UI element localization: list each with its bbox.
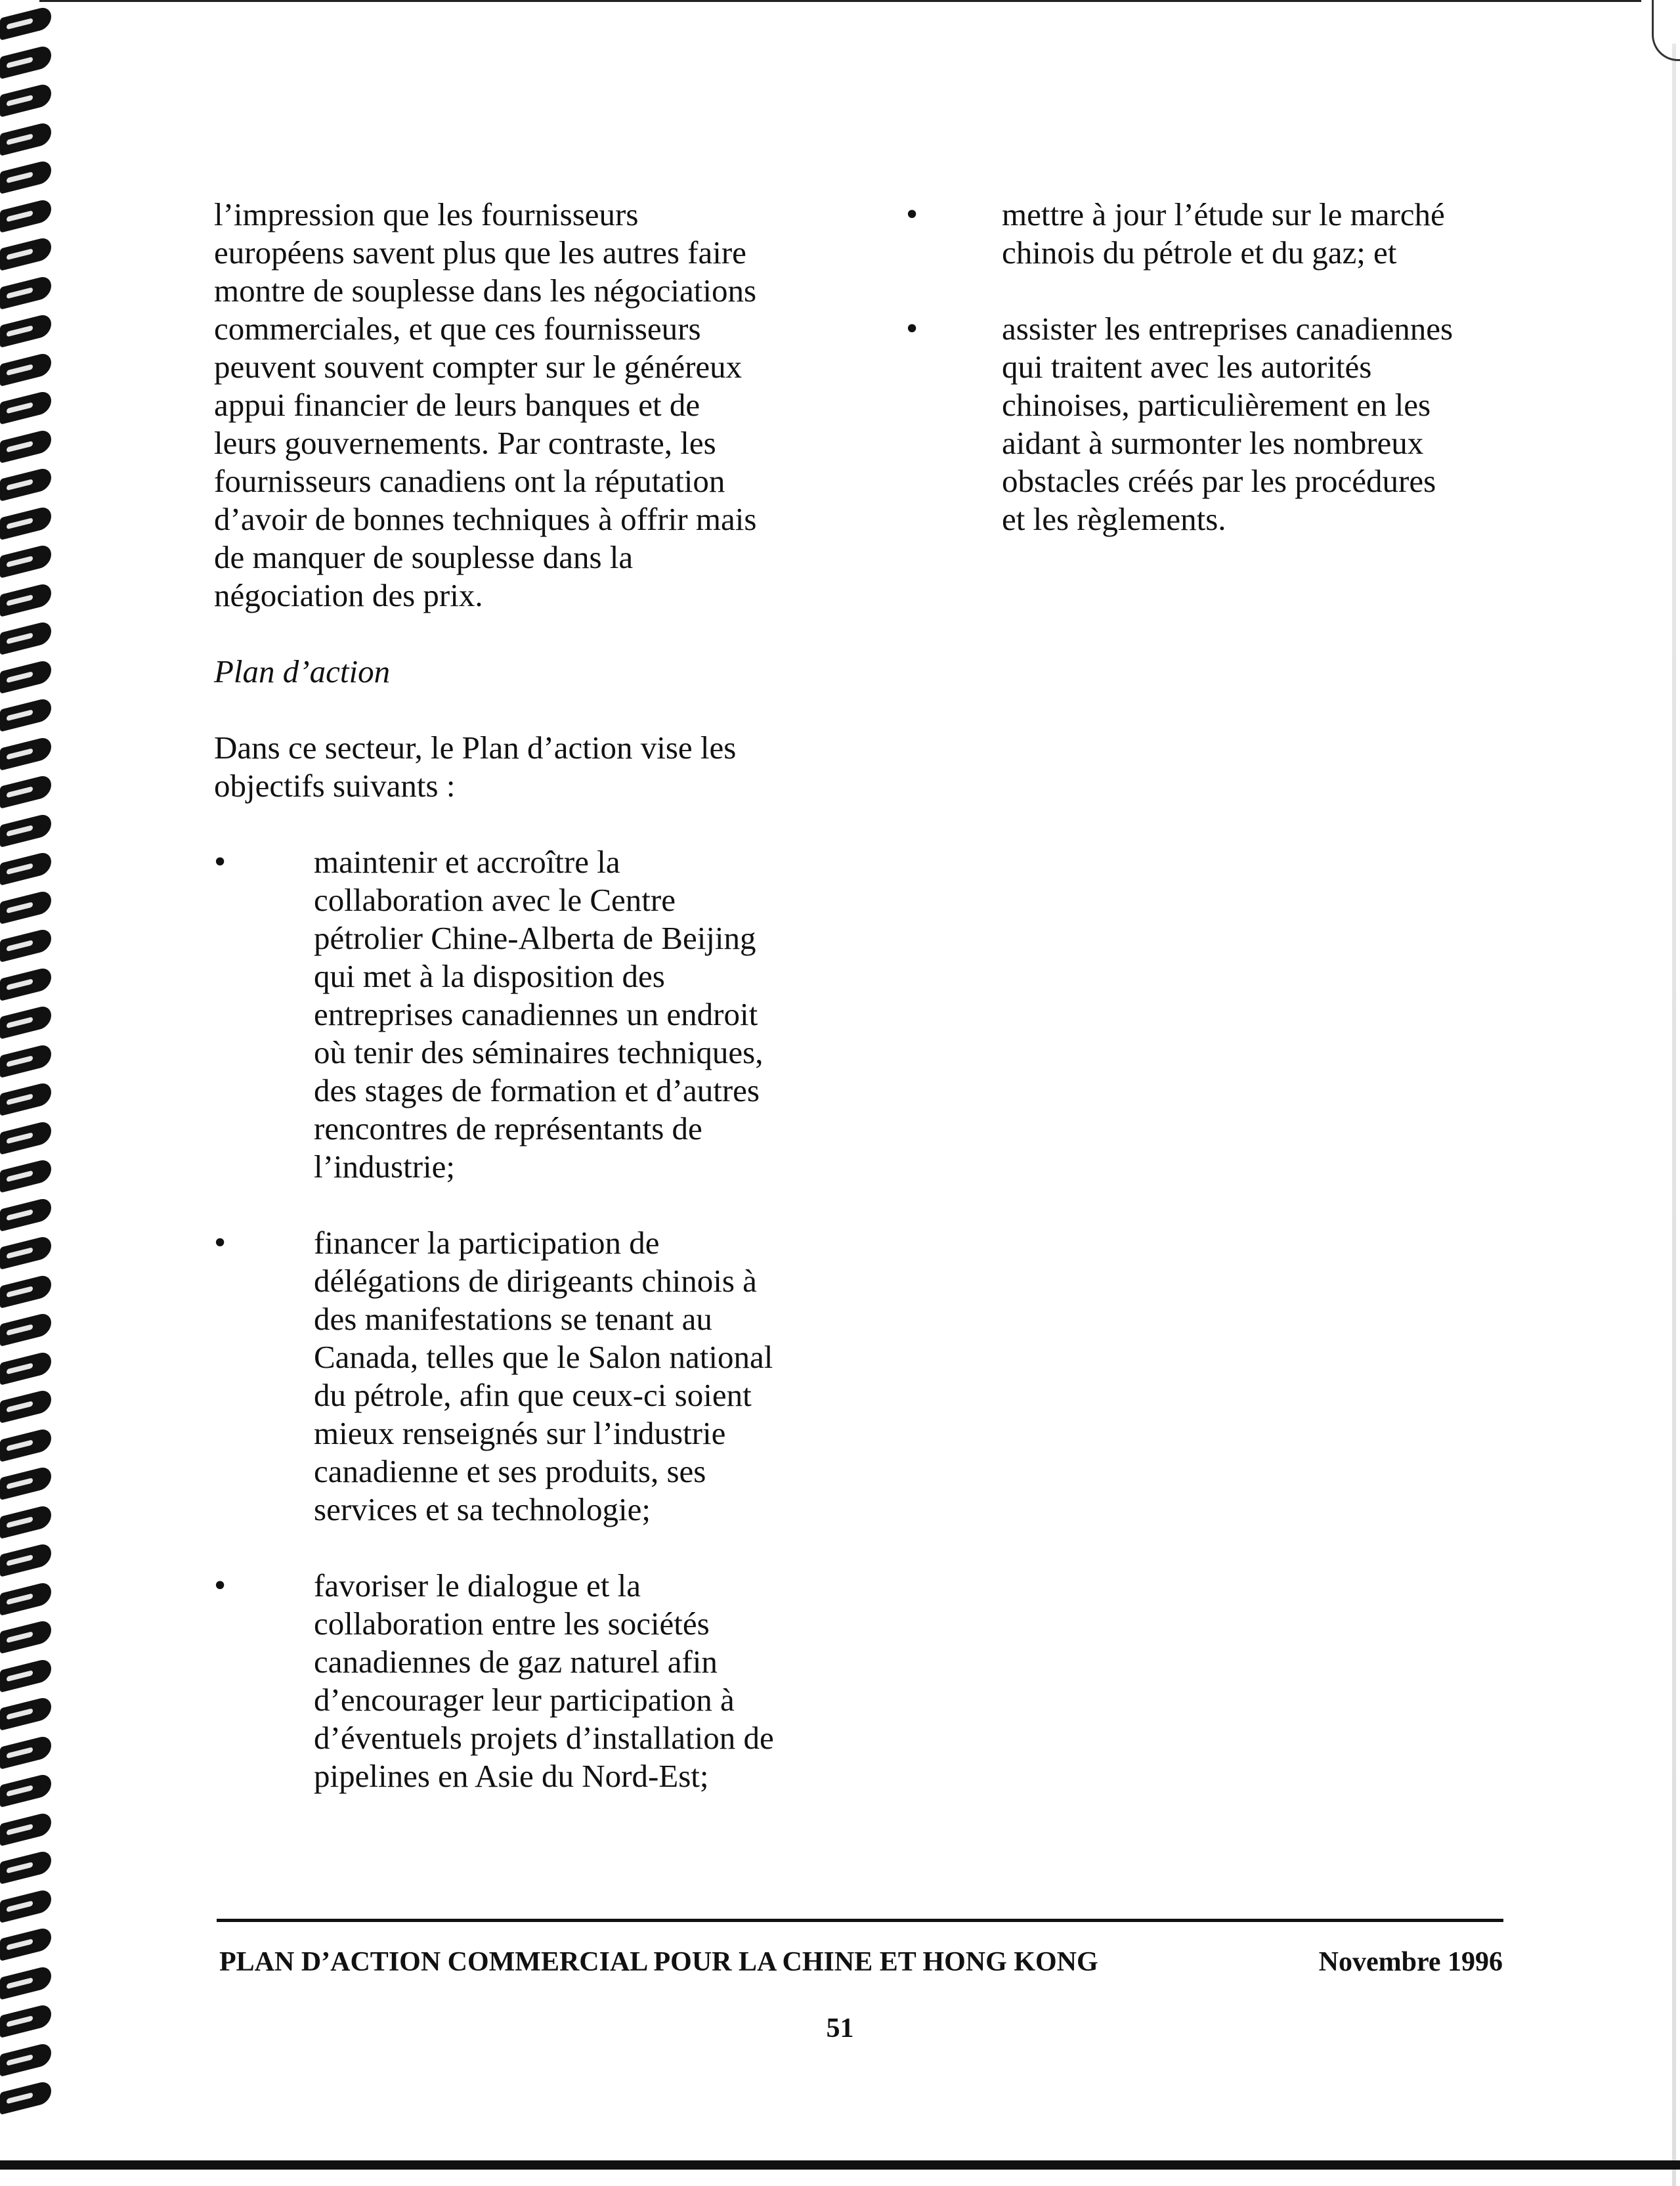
binding-ring	[0, 82, 51, 117]
binding-ring	[0, 1772, 51, 1807]
objectives-intro: Dans ce secteur, le Plan d’action vise les objectifs suivants :	[214, 730, 737, 804]
binding-ring	[0, 159, 51, 194]
binding-ring	[0, 1350, 51, 1385]
binding-ring	[0, 1734, 51, 1769]
binding-ring	[0, 889, 51, 924]
page-number: 51	[826, 2013, 854, 2044]
scan-bottom-edge	[0, 2160, 1680, 2170]
binding-ring	[0, 1695, 51, 1730]
bullet-icon: •	[214, 1224, 226, 1261]
binding-ring	[0, 1196, 51, 1231]
bullet-text: financer la participation de délégations de dirigeants chinois à des manifestations se tenant au Canada, telles que le Salon national du pétrole, afin que ceux-ci soient mieux renseignés sur l’industrie canadienne et ses produits, ses services et sa technologie;	[314, 1225, 773, 1527]
binding-ring	[0, 505, 51, 540]
binding-ring	[0, 1311, 51, 1346]
objective-bullet	[906, 310, 1536, 538]
binding-ring	[0, 1465, 51, 1500]
scan-right-edge	[1672, 0, 1676, 2186]
binding-ring	[0, 582, 51, 617]
binding-ring	[0, 1158, 51, 1192]
binding-ring	[0, 1427, 51, 1462]
binding-ring	[0, 1235, 51, 1269]
left-column	[214, 196, 844, 1833]
binding-ring	[0, 1965, 51, 2000]
bullet-text: maintenir et accroître la collaboration avec le Centre pétrolier Chine-Alberta de Beijing qui met à la disposition des entreprises canadiennes un endroit où tenir des séminaires techniques, des stages de formation et d’autres rencontres de représentants de l’industrie;	[314, 844, 764, 1185]
binding-ring	[0, 1926, 51, 1961]
binding-ring	[0, 1388, 51, 1423]
section-heading: Plan d’action	[214, 653, 391, 689]
binding-ring	[0, 543, 51, 578]
binding-ring	[0, 198, 51, 232]
binding-ring	[0, 1504, 51, 1539]
binding-ring	[0, 620, 51, 655]
binding-ring	[0, 1619, 51, 1653]
binding-ring	[0, 927, 51, 962]
footer-date: Novembre 1996	[1318, 1947, 1503, 1977]
binding-ring	[0, 466, 51, 501]
binding-ring	[0, 44, 51, 79]
binding-ring	[0, 121, 51, 156]
binding-ring	[0, 850, 51, 885]
binding-ring	[0, 1043, 51, 1078]
binding-ring	[0, 1811, 51, 1846]
binding-ring	[0, 774, 51, 808]
binding-ring	[0, 236, 51, 271]
bullet-icon: •	[906, 310, 918, 347]
binding-ring	[0, 1004, 51, 1039]
spiral-binding	[0, 0, 59, 2154]
objective-bullet	[214, 1224, 844, 1529]
binding-ring	[0, 2080, 51, 2114]
binding-ring	[0, 428, 51, 463]
bullet-icon: •	[906, 196, 918, 233]
objective-bullet	[906, 196, 1536, 272]
binding-ring	[0, 1273, 51, 1308]
objective-bullet	[214, 1567, 844, 1795]
objective-bullet	[214, 843, 844, 1186]
footer-title: PLAN D’ACTION COMMERCIAL POUR LA CHINE ET HONG KONG	[219, 1947, 1098, 1977]
intro-paragraph: l’impression que les fournisseurs européens savent plus que les autres faire montre de souplesse dans les négociations commerciales, et que ces fournisseurs peuvent souvent compter sur le généreux appui financier de leurs banques et de leurs gouvernements. Par contraste, les fournisseurs canadiens ont la réputation d’avoir de bonnes techniques à offrir mais de manquer de souplesse dans la négociation des prix.	[214, 196, 757, 613]
binding-ring	[0, 1081, 51, 1116]
binding-ring	[0, 1542, 51, 1577]
footer-divider	[217, 1919, 1503, 1922]
binding-ring	[0, 1581, 51, 1615]
binding-ring	[0, 659, 51, 693]
binding-ring	[0, 966, 51, 1001]
right-column	[906, 196, 1536, 577]
scan-top-edge	[39, 0, 1641, 2]
binding-ring	[0, 1120, 51, 1154]
binding-ring	[0, 697, 51, 732]
binding-ring	[0, 5, 51, 40]
binding-ring	[0, 1888, 51, 1923]
binding-ring	[0, 1657, 51, 1692]
binding-ring	[0, 1849, 51, 1884]
binding-ring	[0, 274, 51, 309]
binding-ring	[0, 389, 51, 424]
bullet-icon: •	[214, 843, 226, 881]
bullet-text: assister les entreprises canadiennes qui traitent avec les autorités chinoises, particulièrement en les aidant à surmonter les nombreux obstacles créés par les procédures et les règlements.	[1002, 311, 1454, 537]
binding-ring	[0, 735, 51, 770]
binding-ring	[0, 812, 51, 847]
scan-corner-curl	[1652, 0, 1680, 61]
binding-ring	[0, 2042, 51, 2076]
binding-ring	[0, 313, 51, 347]
bullet-text: favoriser le dialogue et la collaboration entre les sociétés canadiennes de gaz naturel afin d’encourager leur participation à d’éventuels projets d’installation de pipelines en Asie du Nord-Est;	[314, 1567, 774, 1794]
bullet-text: mettre à jour l’étude sur le marché chinois du pétrole et du gaz; et	[1002, 196, 1445, 271]
bullet-icon: •	[214, 1567, 226, 1604]
binding-ring	[0, 351, 51, 386]
